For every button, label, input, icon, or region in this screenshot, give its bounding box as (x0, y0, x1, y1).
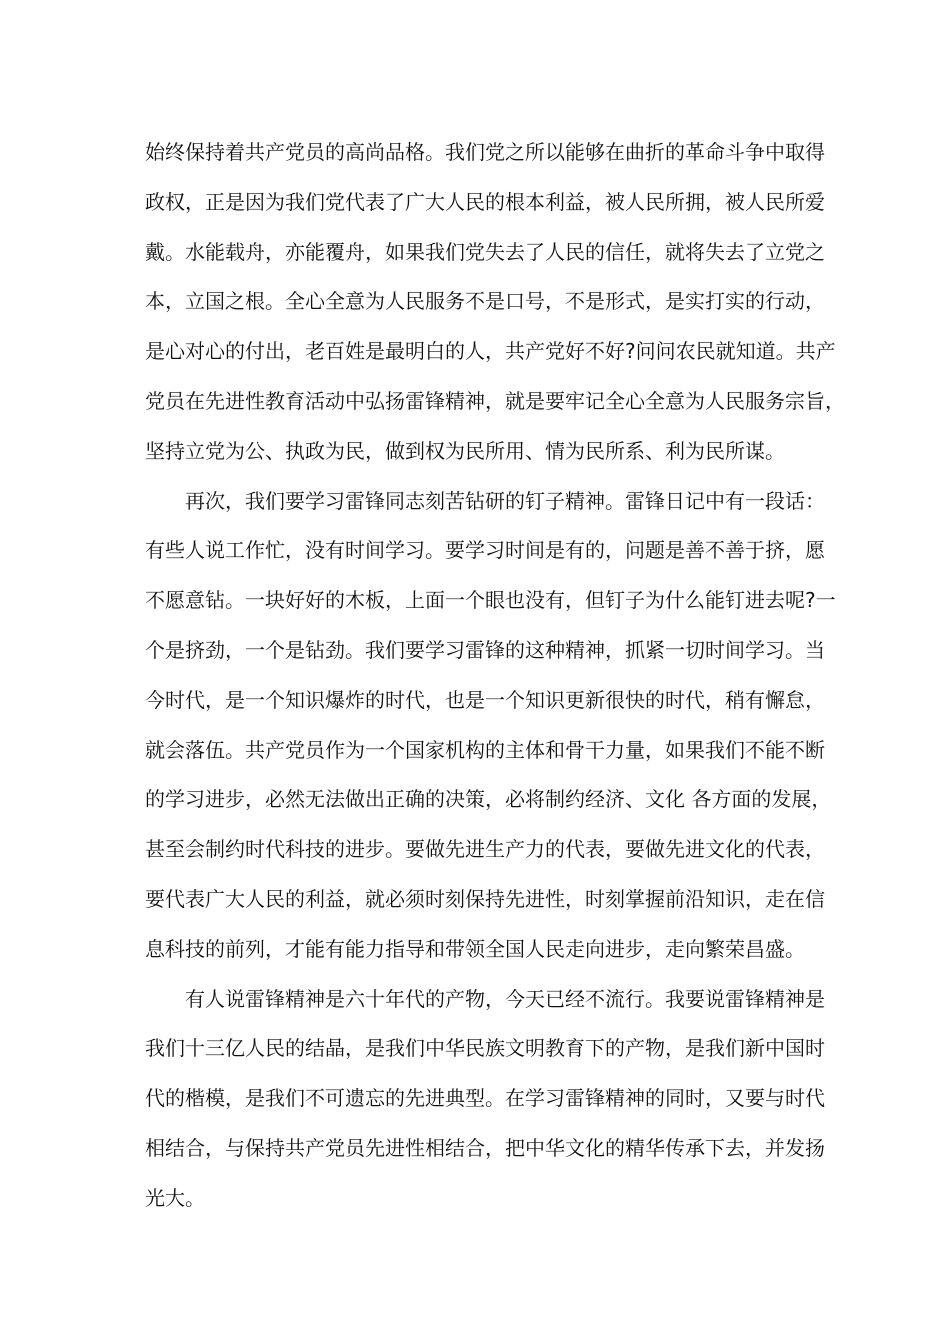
text-line: 光大。 (145, 1185, 205, 1210)
text-line: 不愿意钻。一块好好的木板，上面一个眼也没有，但钉子为什么能钉进去呢?一 (145, 588, 836, 613)
text-line: 始终保持着共产党员的高尚品格。我们党之所以能够在曲折的革命斗争中取得 (145, 140, 825, 164)
text-line: 今时代，是一个知识爆炸的时代，也是一个知识更新很快的时代，稍有懈怠， (145, 687, 825, 712)
text-line: 本，立国之根。全心全意为人民服务不是口号，不是形式，是实打实的行动， (145, 289, 825, 314)
text-line: 戴。水能载舟，亦能覆舟，如果我们党失去了人民的信任，就将失去了立党之 (145, 239, 825, 264)
text-line: 要代表广大人民的利益，就必须时刻保持先进性，时刻掌握前沿知识，走在信 (145, 886, 825, 911)
text-line: 甚至会制约时代科技的进步。要做先进生产力的代表，要做先进文化的代表， (145, 837, 825, 862)
text-line: 的学习进步，必然无法做出正确的决策，必将制约经济、文化 各方面的发展， (145, 787, 832, 812)
text-line: 再次，我们要学习雷锋同志刻苦钻研的钉子精神。雷锋日记中有一段话： (145, 488, 825, 513)
text-line: 政权，正是因为我们党代表了广大人民的根本利益，被人民所拥，被人民所爱 (145, 189, 825, 214)
text-line: 我们十三亿人民的结晶，是我们中华民族文明教育下的产物，是我们新中国时 (145, 1036, 825, 1061)
text-line: 党员在先进性教育活动中弘扬雷锋精神，就是要牢记全心全意为人民服务宗旨， (145, 388, 845, 413)
text-line: 就会落伍。共产党员作为一个国家机构的主体和骨干力量，如果我们不能不断 (145, 737, 825, 762)
text-line: 个是挤劲，一个是钻劲。我们要学习雷锋的这种精神，抓紧一切时间学习。当 (145, 637, 825, 662)
text-line: 有些人说工作忙，没有时间学习。要学习时间是有的，问题是善不善于挤，愿 (145, 538, 825, 563)
body-text (145, 128, 845, 1224)
text-line: 是心对心的付出，老百姓是最明白的人，共产党好不好?问问农民就知道。共产 (145, 339, 836, 364)
text-line: 代的楷模，是我们不可遗忘的先进典型。在学习雷锋精神的同时，又要与时代 (145, 1086, 825, 1111)
text-line: 息科技的前列，才能有能力指导和带领全国人民走向进步，走向繁荣昌盛。 (145, 936, 805, 961)
text-line: 有人说雷锋精神是六十年代的产物，今天已经不流行。我要说雷锋精神是 (145, 986, 825, 1011)
text-line: 相结合，与保持共产党员先进性相结合，把中华文化的精华传承下去，并发扬 (145, 1135, 825, 1160)
text-line: 坚持立党为公、执政为民，做到权为民所用、情为民所系、利为民所谋。 (145, 438, 785, 463)
